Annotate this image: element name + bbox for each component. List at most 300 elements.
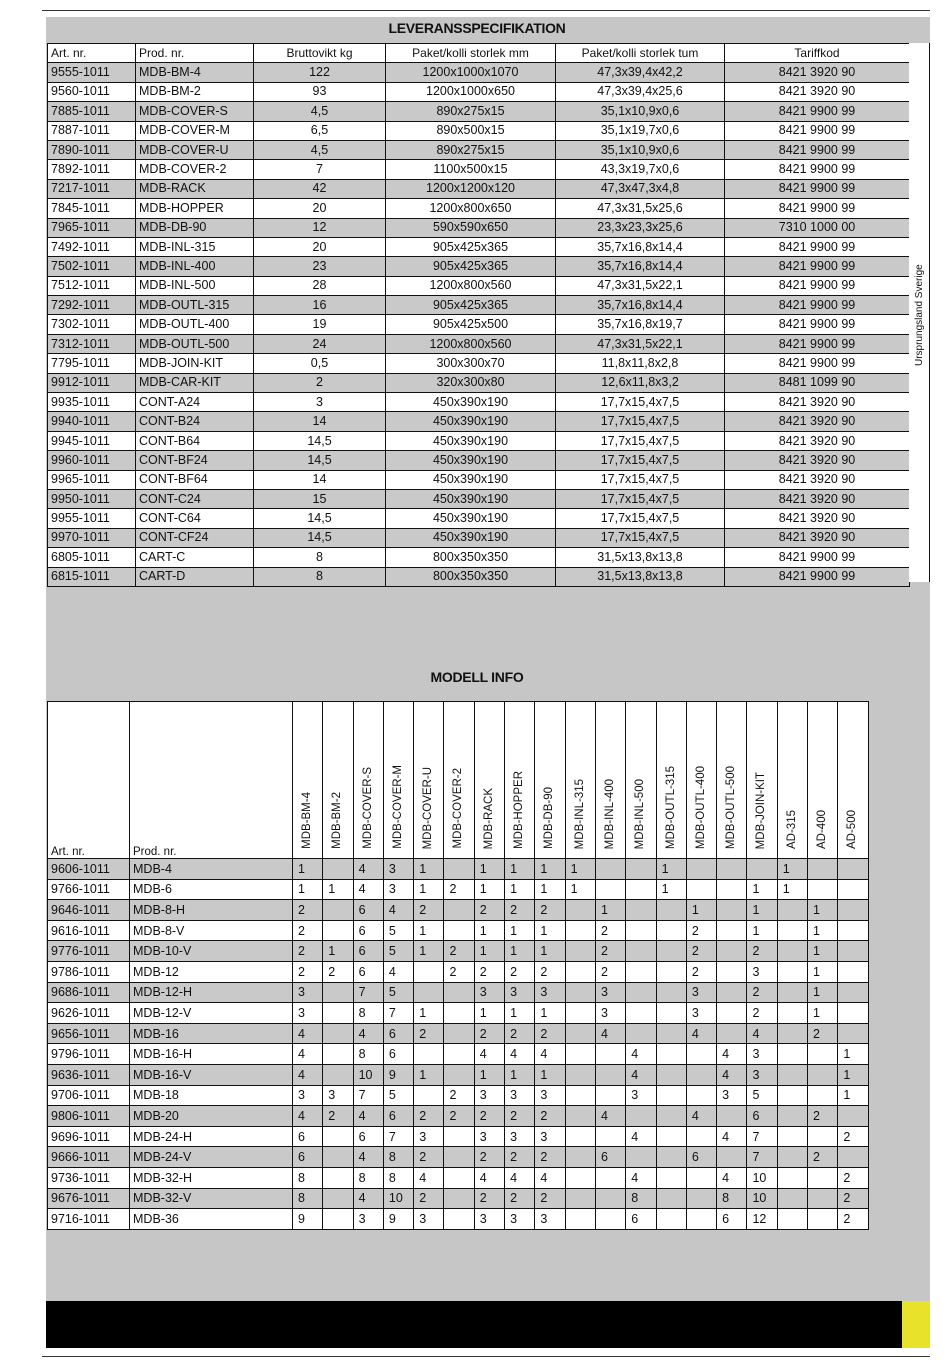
spec-cell-prod-number: CONT-B64 (136, 431, 254, 450)
spec-cell-size-inch: 17,7x15,4x7,5 (556, 509, 725, 528)
model-quantity-cell: 1 (474, 920, 504, 941)
model-quantity-cell (626, 900, 656, 921)
spec-cell-size-inch: 17,7x15,4x7,5 (556, 431, 725, 450)
model-prod-number: MDB-24-H (130, 1126, 293, 1147)
model-quantity-cell (777, 920, 807, 941)
model-quantity-cell: 3 (686, 982, 716, 1003)
model-quantity-cell: 1 (808, 961, 838, 982)
model-quantity-cell (444, 982, 474, 1003)
model-quantity-cell: 5 (747, 1085, 777, 1106)
model-quantity-cell: 8 (626, 1188, 656, 1209)
model-quantity-cell (444, 1209, 474, 1230)
spec-cell-prod-number: MDB-BM-2 (136, 82, 254, 101)
origin-country-note: Ursprungsland Sverige (914, 264, 925, 366)
spec-cell-gross-weight: 2 (254, 373, 386, 392)
model-quantity-cell: 2 (686, 941, 716, 962)
model-quantity-cell (595, 1209, 625, 1230)
component-label: AD-315 (785, 810, 798, 849)
model-quantity-cell: 1 (505, 941, 535, 962)
spec-cell-prod-number: MDB-OUTL-315 (136, 296, 254, 315)
component-label: MDB-COVER-U (422, 766, 435, 849)
model-quantity-cell (656, 1147, 686, 1168)
model-quantity-cell (686, 859, 716, 880)
model-quantity-cell: 4 (747, 1023, 777, 1044)
spec-row (48, 218, 910, 237)
spec-cell-size-mm: 905x425x500 (386, 315, 556, 334)
model-header-art: Art. nr. (48, 702, 130, 859)
model-quantity-cell (777, 1188, 807, 1209)
model-header-component (444, 702, 474, 859)
model-quantity-cell: 3 (535, 1085, 565, 1106)
model-art-number: 9616-1011 (48, 920, 130, 941)
model-quantity-cell: 1 (323, 879, 353, 900)
model-quantity-cell: 1 (838, 1064, 868, 1085)
spec-cell-size-inch: 31,5x13,8x13,8 (556, 567, 725, 586)
model-quantity-cell: 3 (505, 1085, 535, 1106)
model-quantity-cell (323, 859, 353, 880)
model-quantity-cell: 2 (808, 1147, 838, 1168)
model-row (48, 879, 869, 900)
model-quantity-cell: 1 (414, 1003, 444, 1024)
model-quantity-cell: 2 (505, 1106, 535, 1127)
model-quantity-cell (838, 941, 868, 962)
spec-cell-size-mm: 905x425x365 (386, 237, 556, 256)
spec-cell-tariff-code: 8421 9900 99 (725, 296, 910, 315)
spec-cell-size-mm: 320x300x80 (386, 373, 556, 392)
spec-cell-prod-number: MDB-INL-315 (136, 237, 254, 256)
spec-cell-tariff-code: 8421 9900 99 (725, 199, 910, 218)
spec-cell-tariff-code: 8421 9900 99 (725, 567, 910, 586)
model-quantity-cell: 6 (747, 1106, 777, 1127)
model-quantity-cell: 2 (595, 961, 625, 982)
model-row (48, 1023, 869, 1044)
model-header-component (414, 702, 444, 859)
model-prod-number: MDB-12-V (130, 1003, 293, 1024)
spec-cell-tariff-code: 8421 9900 99 (725, 276, 910, 295)
model-quantity-cell: 6 (353, 941, 383, 962)
model-quantity-cell: 6 (353, 920, 383, 941)
model-quantity-cell: 2 (293, 900, 323, 921)
model-quantity-cell (686, 1167, 716, 1188)
spec-row (48, 276, 910, 295)
spec-cell-size-inch: 12,6x11,8x3,2 (556, 373, 725, 392)
model-quantity-cell: 2 (444, 1085, 474, 1106)
model-quantity-cell: 4 (353, 1188, 383, 1209)
model-quantity-cell (656, 1106, 686, 1127)
model-quantity-cell: 1 (808, 900, 838, 921)
model-header-component (686, 702, 716, 859)
model-quantity-cell: 4 (626, 1126, 656, 1147)
model-quantity-cell (656, 982, 686, 1003)
model-quantity-cell (565, 1023, 595, 1044)
spec-row (48, 412, 910, 431)
model-quantity-cell (444, 1023, 474, 1044)
model-quantity-cell: 4 (717, 1167, 747, 1188)
model-quantity-cell (565, 982, 595, 1003)
model-quantity-cell (717, 1023, 747, 1044)
model-quantity-cell: 7 (353, 982, 383, 1003)
model-quantity-cell: 1 (474, 1003, 504, 1024)
model-quantity-cell: 3 (383, 859, 413, 880)
spec-cell-art-number: 9560-1011 (48, 82, 136, 101)
model-quantity-cell: 2 (505, 900, 535, 921)
model-quantity-cell: 6 (293, 1126, 323, 1147)
model-quantity-cell: 2 (293, 920, 323, 941)
model-quantity-cell: 10 (747, 1188, 777, 1209)
model-quantity-cell (626, 879, 656, 900)
model-quantity-cell (656, 1188, 686, 1209)
spec-cell-size-inch: 17,7x15,4x7,5 (556, 412, 725, 431)
spec-cell-size-mm: 890x275x15 (386, 140, 556, 159)
model-row (48, 1126, 869, 1147)
model-quantity-cell: 8 (383, 1167, 413, 1188)
spec-row (48, 296, 910, 315)
model-quantity-cell: 1 (414, 879, 444, 900)
component-label: AD-500 (846, 810, 859, 849)
model-quantity-cell (656, 1064, 686, 1085)
spec-cell-art-number: 7892-1011 (48, 160, 136, 179)
spec-cell-art-number: 7965-1011 (48, 218, 136, 237)
model-quantity-cell (414, 982, 444, 1003)
bottom-rule (42, 1356, 930, 1357)
model-quantity-cell (444, 1003, 474, 1024)
model-quantity-cell (595, 1167, 625, 1188)
spec-cell-size-inch: 47,3x31,5x25,6 (556, 199, 725, 218)
spec-cell-size-inch: 17,7x15,4x7,5 (556, 451, 725, 470)
spec-cell-gross-weight: 14 (254, 412, 386, 431)
model-quantity-cell (717, 859, 747, 880)
model-quantity-cell: 3 (535, 982, 565, 1003)
spec-row (48, 567, 910, 586)
spec-cell-size-inch: 47,3x39,4x42,2 (556, 63, 725, 82)
model-quantity-cell: 2 (474, 961, 504, 982)
spec-cell-gross-weight: 14,5 (254, 528, 386, 547)
model-quantity-cell: 4 (626, 1064, 656, 1085)
model-quantity-cell (444, 1044, 474, 1065)
model-quantity-cell (444, 1188, 474, 1209)
model-quantity-cell (595, 1044, 625, 1065)
model-quantity-cell: 7 (383, 1126, 413, 1147)
model-quantity-cell: 2 (474, 900, 504, 921)
spec-cell-prod-number: MDB-OUTL-400 (136, 315, 254, 334)
model-quantity-cell: 1 (808, 941, 838, 962)
model-quantity-cell (656, 1085, 686, 1106)
model-quantity-cell: 4 (383, 961, 413, 982)
model-quantity-cell (323, 1064, 353, 1085)
spec-cell-tariff-code: 8421 9900 99 (725, 160, 910, 179)
model-quantity-cell (686, 879, 716, 900)
model-quantity-cell (565, 1126, 595, 1147)
model-quantity-cell: 2 (838, 1188, 868, 1209)
spec-cell-size-inch: 35,7x16,8x14,4 (556, 296, 725, 315)
spec-cell-art-number: 9950-1011 (48, 489, 136, 508)
model-quantity-cell: 4 (474, 1044, 504, 1065)
model-quantity-cell: 3 (474, 1209, 504, 1230)
model-quantity-cell (808, 1167, 838, 1188)
spec-cell-size-mm: 890x500x15 (386, 121, 556, 140)
spec-cell-gross-weight: 15 (254, 489, 386, 508)
model-quantity-cell: 2 (474, 1188, 504, 1209)
spec-cell-size-mm: 1200x1200x120 (386, 179, 556, 198)
component-label: MDB-RACK (482, 787, 495, 849)
model-quantity-cell: 2 (838, 1209, 868, 1230)
spec-cell-tariff-code: 8421 3920 90 (725, 489, 910, 508)
model-quantity-cell (717, 1003, 747, 1024)
model-quantity-cell: 3 (293, 982, 323, 1003)
spec-cell-gross-weight: 28 (254, 276, 386, 295)
model-header-component (505, 702, 535, 859)
model-info-table (47, 701, 869, 1230)
model-quantity-cell: 4 (626, 1167, 656, 1188)
spec-cell-size-mm: 905x425x365 (386, 296, 556, 315)
spec-cell-art-number: 7845-1011 (48, 199, 136, 218)
model-quantity-cell: 5 (383, 1085, 413, 1106)
model-quantity-cell: 4 (293, 1064, 323, 1085)
model-header-component (656, 702, 686, 859)
spec-cell-art-number: 9935-1011 (48, 393, 136, 412)
model-title: MODELL INFO (430, 669, 524, 685)
model-quantity-cell (323, 900, 353, 921)
model-quantity-cell: 1 (474, 859, 504, 880)
model-art-number: 9676-1011 (48, 1188, 130, 1209)
model-quantity-cell: 6 (383, 1023, 413, 1044)
model-quantity-cell: 4 (293, 1023, 323, 1044)
model-quantity-cell (626, 961, 656, 982)
model-quantity-cell: 4 (717, 1126, 747, 1147)
spec-cell-size-inch: 23,3x23,3x25,6 (556, 218, 725, 237)
model-quantity-cell: 2 (414, 900, 444, 921)
spec-cell-tariff-code: 8421 3920 90 (725, 63, 910, 82)
spec-cell-prod-number: MDB-COVER-2 (136, 160, 254, 179)
spec-cell-art-number: 9940-1011 (48, 412, 136, 431)
model-quantity-cell: 1 (565, 879, 595, 900)
model-quantity-cell (323, 982, 353, 1003)
spec-cell-art-number: 9965-1011 (48, 470, 136, 489)
model-quantity-cell (595, 1085, 625, 1106)
model-quantity-cell (717, 982, 747, 1003)
model-quantity-cell: 2 (535, 1106, 565, 1127)
model-quantity-cell (565, 920, 595, 941)
spec-cell-tariff-code: 8421 3920 90 (725, 412, 910, 431)
spec-cell-tariff-code: 8421 3920 90 (725, 393, 910, 412)
model-quantity-cell (444, 1064, 474, 1085)
model-quantity-cell: 9 (383, 1064, 413, 1085)
spec-cell-prod-number: CONT-BF24 (136, 451, 254, 470)
model-quantity-cell: 1 (808, 920, 838, 941)
spec-cell-gross-weight: 4,5 (254, 102, 386, 121)
spec-cell-tariff-code: 8421 9900 99 (725, 102, 910, 121)
spec-cell-gross-weight: 42 (254, 179, 386, 198)
model-quantity-cell: 2 (595, 920, 625, 941)
spec-cell-prod-number: MDB-JOIN-KIT (136, 354, 254, 373)
spec-cell-size-inch: 17,7x15,4x7,5 (556, 528, 725, 547)
component-label: MDB-COVER-M (391, 765, 404, 849)
model-quantity-cell: 2 (293, 941, 323, 962)
spec-cell-size-mm: 905x425x365 (386, 257, 556, 276)
footer-bar (46, 1301, 902, 1348)
model-quantity-cell: 2 (747, 982, 777, 1003)
model-prod-number: MDB-16 (130, 1023, 293, 1044)
spec-cell-size-inch: 35,7x16,8x14,4 (556, 237, 725, 256)
model-quantity-cell (656, 1003, 686, 1024)
model-row (48, 1064, 869, 1085)
spec-cell-tariff-code: 8421 3920 90 (725, 470, 910, 489)
model-prod-number: MDB-4 (130, 859, 293, 880)
model-row (48, 941, 869, 962)
model-quantity-cell: 6 (595, 1147, 625, 1168)
spec-row (48, 470, 910, 489)
model-prod-number: MDB-8-H (130, 900, 293, 921)
model-quantity-cell: 9 (293, 1209, 323, 1230)
spec-cell-size-inch: 35,1x19,7x0,6 (556, 121, 725, 140)
spec-cell-prod-number: CART-C (136, 548, 254, 567)
spec-cell-prod-number: MDB-DB-90 (136, 218, 254, 237)
spec-row (48, 451, 910, 470)
spec-cell-prod-number: MDB-COVER-S (136, 102, 254, 121)
spec-cell-size-mm: 800x350x350 (386, 548, 556, 567)
model-header-prod: Prod. nr. (130, 702, 293, 859)
model-row (48, 1147, 869, 1168)
component-label: MDB-DB-90 (543, 787, 556, 849)
model-header-component (353, 702, 383, 859)
model-art-number: 9606-1011 (48, 859, 130, 880)
model-quantity-cell (717, 900, 747, 921)
model-quantity-cell: 5 (383, 920, 413, 941)
model-quantity-cell (838, 859, 868, 880)
model-prod-number: MDB-16-V (130, 1064, 293, 1085)
model-quantity-cell (747, 859, 777, 880)
spec-cell-tariff-code: 8421 9900 99 (725, 121, 910, 140)
model-row (48, 982, 869, 1003)
spec-row (48, 63, 910, 82)
model-quantity-cell: 10 (383, 1188, 413, 1209)
spec-cell-size-mm: 450x390x190 (386, 393, 556, 412)
model-quantity-cell: 8 (383, 1147, 413, 1168)
spec-cell-prod-number: CONT-A24 (136, 393, 254, 412)
model-quantity-cell (323, 1003, 353, 1024)
model-quantity-cell (717, 961, 747, 982)
component-label: MDB-OUTL-500 (725, 765, 738, 849)
model-row (48, 1188, 869, 1209)
spec-cell-size-inch: 47,3x39,4x25,6 (556, 82, 725, 101)
component-label: MDB-JOIN-KIT (755, 771, 768, 849)
spec-cell-size-inch: 35,1x10,9x0,6 (556, 140, 725, 159)
model-quantity-cell: 2 (474, 1147, 504, 1168)
model-quantity-cell: 1 (747, 879, 777, 900)
model-prod-number: MDB-18 (130, 1085, 293, 1106)
spec-row (48, 121, 910, 140)
spec-cell-gross-weight: 20 (254, 237, 386, 256)
model-art-number: 9646-1011 (48, 900, 130, 921)
spec-row (48, 82, 910, 101)
model-quantity-cell (686, 1209, 716, 1230)
model-quantity-cell: 6 (293, 1147, 323, 1168)
model-quantity-cell: 1 (293, 859, 323, 880)
model-quantity-cell: 7 (747, 1126, 777, 1147)
model-quantity-cell: 1 (535, 879, 565, 900)
model-row (48, 1167, 869, 1188)
model-row (48, 1209, 869, 1230)
model-quantity-cell (565, 1085, 595, 1106)
spec-cell-size-mm: 1200x1000x1070 (386, 63, 556, 82)
spec-cell-art-number: 9945-1011 (48, 431, 136, 450)
spec-cell-size-mm: 300x300x70 (386, 354, 556, 373)
spec-row (48, 160, 910, 179)
model-quantity-cell: 6 (353, 961, 383, 982)
model-quantity-cell: 1 (414, 941, 444, 962)
model-quantity-cell: 1 (747, 900, 777, 921)
spec-cell-art-number: 9970-1011 (48, 528, 136, 547)
model-quantity-cell (808, 1126, 838, 1147)
model-quantity-cell: 3 (293, 1085, 323, 1106)
model-quantity-cell: 2 (747, 941, 777, 962)
model-quantity-cell: 2 (414, 1147, 444, 1168)
component-label: AD-400 (816, 810, 829, 849)
model-quantity-cell: 2 (595, 941, 625, 962)
model-quantity-cell (595, 1064, 625, 1085)
model-quantity-cell: 1 (747, 920, 777, 941)
model-quantity-cell: 1 (656, 879, 686, 900)
spec-row (48, 199, 910, 218)
spec-title: LEVERANSSPECIFIKATION (388, 20, 566, 36)
model-quantity-cell (656, 1126, 686, 1147)
spec-cell-art-number: 7217-1011 (48, 179, 136, 198)
spec-cell-tariff-code: 8421 9900 99 (725, 334, 910, 353)
model-quantity-cell: 6 (626, 1209, 656, 1230)
spec-row (48, 257, 910, 276)
model-quantity-cell: 4 (383, 900, 413, 921)
model-quantity-cell (777, 1126, 807, 1147)
model-quantity-cell: 1 (808, 982, 838, 1003)
model-quantity-cell: 8 (293, 1188, 323, 1209)
model-quantity-cell: 1 (293, 879, 323, 900)
model-row (48, 1044, 869, 1065)
spec-cell-gross-weight: 20 (254, 199, 386, 218)
model-quantity-cell: 4 (293, 1044, 323, 1065)
spec-cell-size-inch: 35,7x16,8x19,7 (556, 315, 725, 334)
component-label: MDB-BM-2 (331, 792, 344, 849)
top-rule (42, 10, 930, 11)
spec-row (48, 354, 910, 373)
model-quantity-cell (626, 1003, 656, 1024)
spec-cell-gross-weight: 12 (254, 218, 386, 237)
spec-cell-art-number: 9960-1011 (48, 451, 136, 470)
spec-header-art: Art. nr. (48, 44, 136, 63)
model-quantity-cell (656, 1023, 686, 1044)
spec-cell-size-inch: 17,7x15,4x7,5 (556, 470, 725, 489)
model-quantity-cell: 4 (535, 1167, 565, 1188)
spec-cell-tariff-code: 8421 3920 90 (725, 509, 910, 528)
spec-cell-prod-number: MDB-BM-4 (136, 63, 254, 82)
model-quantity-cell: 3 (293, 1003, 323, 1024)
model-quantity-cell: 2 (838, 1126, 868, 1147)
model-quantity-cell (838, 961, 868, 982)
spec-cell-gross-weight: 19 (254, 315, 386, 334)
model-quantity-cell (686, 1085, 716, 1106)
spec-cell-tariff-code: 8421 3920 90 (725, 82, 910, 101)
spec-cell-tariff-code: 8421 9900 99 (725, 354, 910, 373)
model-quantity-cell: 1 (414, 1064, 444, 1085)
model-quantity-cell (414, 1044, 444, 1065)
model-quantity-cell: 1 (535, 859, 565, 880)
model-art-number: 9666-1011 (48, 1147, 130, 1168)
model-quantity-cell (626, 1147, 656, 1168)
model-quantity-cell: 2 (474, 1023, 504, 1044)
model-quantity-cell (565, 1209, 595, 1230)
model-quantity-cell (656, 961, 686, 982)
model-header-component (717, 702, 747, 859)
model-header-component (595, 702, 625, 859)
